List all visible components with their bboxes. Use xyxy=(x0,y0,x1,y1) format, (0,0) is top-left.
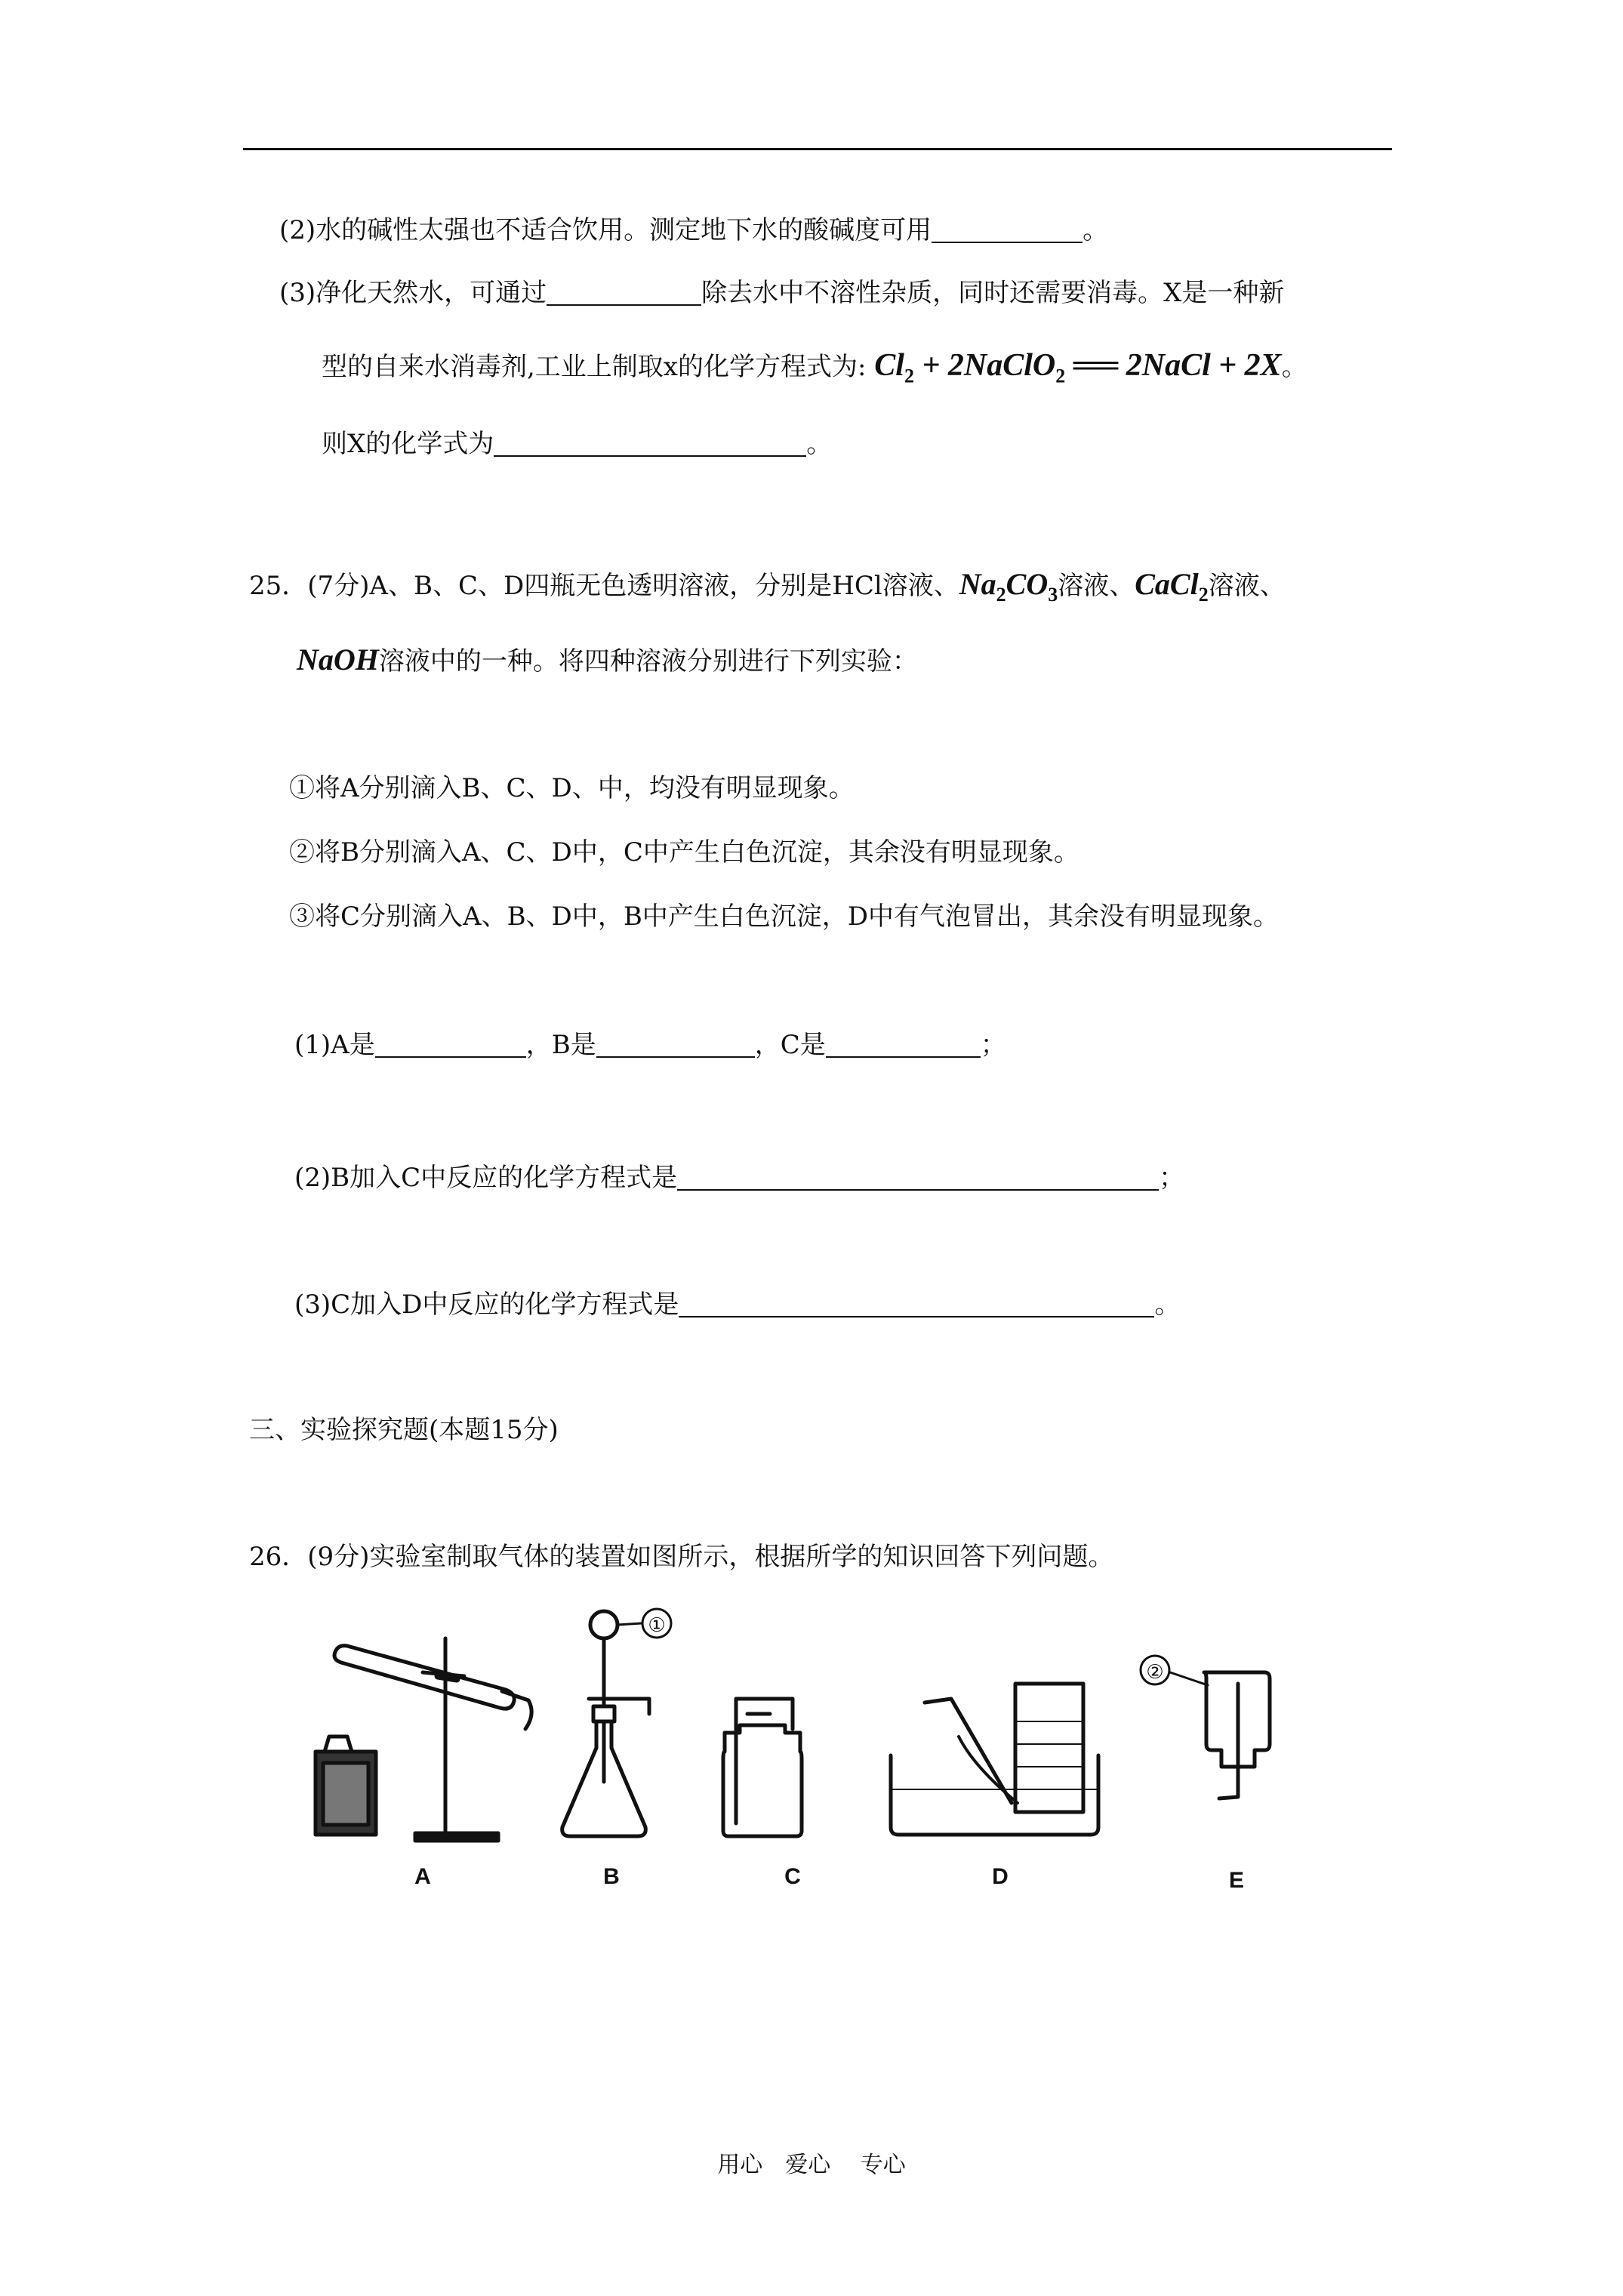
q25-q1: (1)A是 ，B是 ，C是 ； xyxy=(294,1030,1006,1060)
label-e: E xyxy=(1228,1868,1245,1893)
reaction-equation: $Cl_2$ + 2NaClO$_2$ ══ 2NaCl + 2X xyxy=(874,348,1282,387)
q25-q3: (3)C加入D中反应的化学方程式是 。 xyxy=(294,1290,1181,1320)
answer-blank[interactable] xyxy=(494,430,806,457)
apparatus-b xyxy=(562,1611,649,1836)
answer-blank[interactable] xyxy=(677,1163,1159,1191)
formula-naoh: NaOH xyxy=(297,643,379,676)
q24-part3-line2: 型的自来水消毒剂,工业上制取x的化学方程式为: $Cl_2$ + 2NaClO$_2$ ══ 2NaCl + 2X。 xyxy=(322,348,1307,387)
q25-step2: ②将B分别滴入A、C、D中，C中产生白色沉淀，其余没有明显现象。 xyxy=(289,837,1079,868)
apparatus-figure xyxy=(302,1601,1313,1903)
apparatus-c xyxy=(723,1699,802,1836)
apparatus-e xyxy=(1170,1672,1270,1798)
q26-text: 26．(9分)实验室制取气体的装置如图所示，根据所学的知识回答下列问题。 xyxy=(249,1542,1114,1572)
q24-part3-line3: 则X的化学式为 。 xyxy=(322,429,833,459)
formula-na2co3: $Na_2CO_3$ xyxy=(959,567,1058,606)
page-footer: 用心 爱心 专心 xyxy=(717,2152,906,2178)
answer-blank[interactable] xyxy=(547,279,701,306)
apparatus-d xyxy=(891,1684,1098,1835)
label-a: A xyxy=(414,1864,431,1889)
q25-intro-line1: 25．(7分)A、B、C、D四瓶无色透明溶液，分别是HCl溶液、$Na_2CO_3$溶液、CaCl$_2$溶液、 xyxy=(249,567,1286,606)
apparatus-a xyxy=(316,1638,531,1841)
formula-cacl2: CaCl$_2$ xyxy=(1135,567,1209,606)
apparatus-drawing xyxy=(302,1601,1313,1903)
answer-blank[interactable] xyxy=(932,216,1083,243)
label-b: B xyxy=(603,1864,620,1889)
header-rule xyxy=(243,148,1392,150)
marker-1: ① xyxy=(648,1613,666,1636)
answer-blank-c[interactable] xyxy=(826,1031,981,1058)
q24-part3-line1: (3)净化天然水，可通过 除去水中不溶性杂质，同时还需要消毒。X是一种新 xyxy=(279,278,1285,308)
answer-blank-a[interactable] xyxy=(375,1031,526,1058)
label-c: C xyxy=(784,1864,801,1889)
marker-2: ② xyxy=(1146,1660,1164,1683)
section-title: 三、实验探究题(本题15分) xyxy=(249,1415,559,1445)
answer-blank[interactable] xyxy=(679,1290,1154,1318)
answer-blank-b[interactable] xyxy=(596,1031,755,1058)
label-d: D xyxy=(992,1864,1009,1889)
q25-step3: ③将C分别滴入A、B、D中，B中产生白色沉淀，D中有气泡冒出，其余没有明显现象。 xyxy=(289,901,1280,932)
q25-q2: (2)B加入C中反应的化学方程式是 ； xyxy=(294,1163,1185,1193)
q25-intro-line2: NaOH溶液中的一种。将四种溶液分别进行下列实验： xyxy=(297,643,918,676)
q25-step1: ①将A分别滴入B、C、D、中，均没有明显现象。 xyxy=(289,773,855,803)
q24-part2: (2)水的碱性太强也不适合饮用。测定地下水的酸碱度可用 。 xyxy=(279,215,1109,245)
